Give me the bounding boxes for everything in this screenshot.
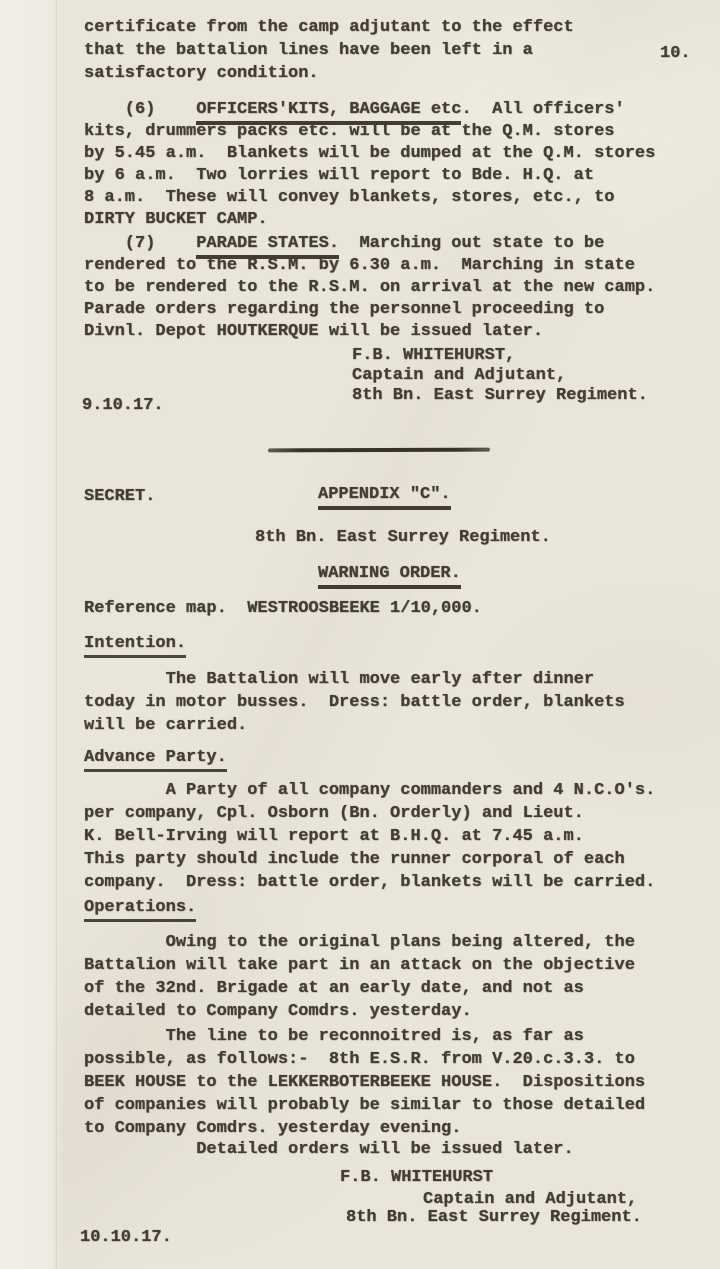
doc-line: to be rendered to the R.S.M. on arrival at the new camp. <box>84 278 656 297</box>
doc-line: The line to be reconnoitred is, as far as <box>84 1027 584 1046</box>
section-heading-text: Operations. <box>84 898 196 922</box>
signature-unit: 8th Bn. East Surrey Regiment. <box>352 386 648 405</box>
doc-line: company. Dress: battle order, blankets will be carried. <box>84 873 656 892</box>
signature-rank: Captain and Adjutant, <box>423 1190 638 1209</box>
separator-rule <box>268 448 490 453</box>
doc-line: Battalion will take part in an attack on the objective <box>84 956 635 975</box>
doc-line: Divnl. Depot HOUTKERQUE will be issued later. <box>84 322 544 341</box>
date-line: 10.10.17. <box>80 1228 172 1247</box>
signature-name: F.B. WHITEHURST <box>340 1168 494 1187</box>
doc-line: DIRTY BUCKET CAMP. <box>84 210 268 229</box>
doc-line: to Company Comdrs. yesterday evening. <box>84 1119 462 1138</box>
doc-line: satisfactory condition. <box>84 64 319 83</box>
classification-label: SECRET. <box>84 487 156 506</box>
doc-line: per company, Cpl. Osborn (Bn. Orderly) and Lieut. <box>84 804 584 823</box>
unit-title: 8th Bn. East Surrey Regiment. <box>255 528 551 547</box>
item6-heading-line <box>84 100 625 119</box>
section-heading-operations <box>84 898 196 917</box>
doc-line: by 6 a.m. Two lorries will report to Bde. H.Q. at <box>84 166 595 185</box>
doc-line: Parade orders regarding the personnel proceeding to <box>84 300 605 319</box>
doc-line: possible, as follows:- 8th E.S.R. from V.20.c.3.3. to <box>84 1050 635 1069</box>
order-type-text: WARNING ORDER. <box>318 564 461 589</box>
doc-line: kits, drummers packs etc. will be at the Q.M. stores <box>84 122 615 141</box>
item7-number: (7) <box>84 234 197 253</box>
signature-rank: Captain and Adjutant, <box>352 366 567 385</box>
appendix-title-text: APPENDIX "C". <box>318 485 451 510</box>
doc-line: A Party of all company commanders and 4 N.C.O's. <box>84 781 656 800</box>
map-reference-line: Reference map. WESTROOSBEEKE 1/10,000. <box>84 599 482 618</box>
doc-line: K. Bell-Irving will report at B.H.Q. at 7.45 a.m. <box>84 827 584 846</box>
item6-heading-after: . All officers' <box>461 100 625 119</box>
closing-order-line: Detailed orders will be issued later. <box>84 1140 574 1159</box>
section-heading-advance-party <box>84 748 227 767</box>
doc-line: of the 32nd. Brigade at an early date, and not as <box>84 979 584 998</box>
doc-line: BEEK HOUSE to the LEKKERBOTERBEEKE HOUSE. Dispositions <box>84 1073 646 1092</box>
section-heading-text: Advance Party. <box>84 748 227 772</box>
doc-line: The Battalion will move early after dinner <box>84 670 595 689</box>
doc-line: Owing to the original plans being altered, the <box>84 933 635 952</box>
item7-heading-after: Marching out state to be <box>339 234 605 253</box>
doc-line: will be carried. <box>84 716 248 735</box>
item6-heading: OFFICERS'KITS, BAGGAGE etc <box>196 100 461 125</box>
item6-number: (6) <box>84 100 197 119</box>
page-number: 10. <box>660 44 691 63</box>
doc-line: This party should include the runner corporal of each <box>84 850 625 869</box>
appendix-title <box>318 485 451 504</box>
doc-line: certificate from the camp adjutant to the effect <box>84 18 574 37</box>
doc-line: of companies will probably be similar to those detailed <box>84 1096 646 1115</box>
date-line: 9.10.17. <box>82 396 164 415</box>
signature-unit: 8th Bn. East Surrey Regiment. <box>346 1208 642 1227</box>
item7-heading: PARADE STATES. <box>196 234 339 259</box>
doc-line: by 5.45 a.m. Blankets will be dumped at the Q.M. stores <box>84 144 656 163</box>
doc-line: that the battalion lines have been left in a <box>84 41 533 60</box>
paper-fold-edge <box>55 0 57 1269</box>
doc-line: rendered to the R.S.M. by 6.30 a.m. Marching in state <box>84 256 635 275</box>
doc-line: today in motor busses. Dress: battle order, blankets <box>84 693 625 712</box>
section-heading-intention <box>84 634 186 653</box>
item7-heading-line <box>84 234 604 253</box>
doc-line: 8 a.m. These will convey blankets, stores, etc., to <box>84 188 615 207</box>
order-type-title <box>318 564 461 583</box>
signature-name: F.B. WHITEHURST, <box>352 346 516 365</box>
section-heading-text: Intention. <box>84 634 186 658</box>
doc-line: detailed to Company Comdrs. yesterday. <box>84 1002 472 1021</box>
